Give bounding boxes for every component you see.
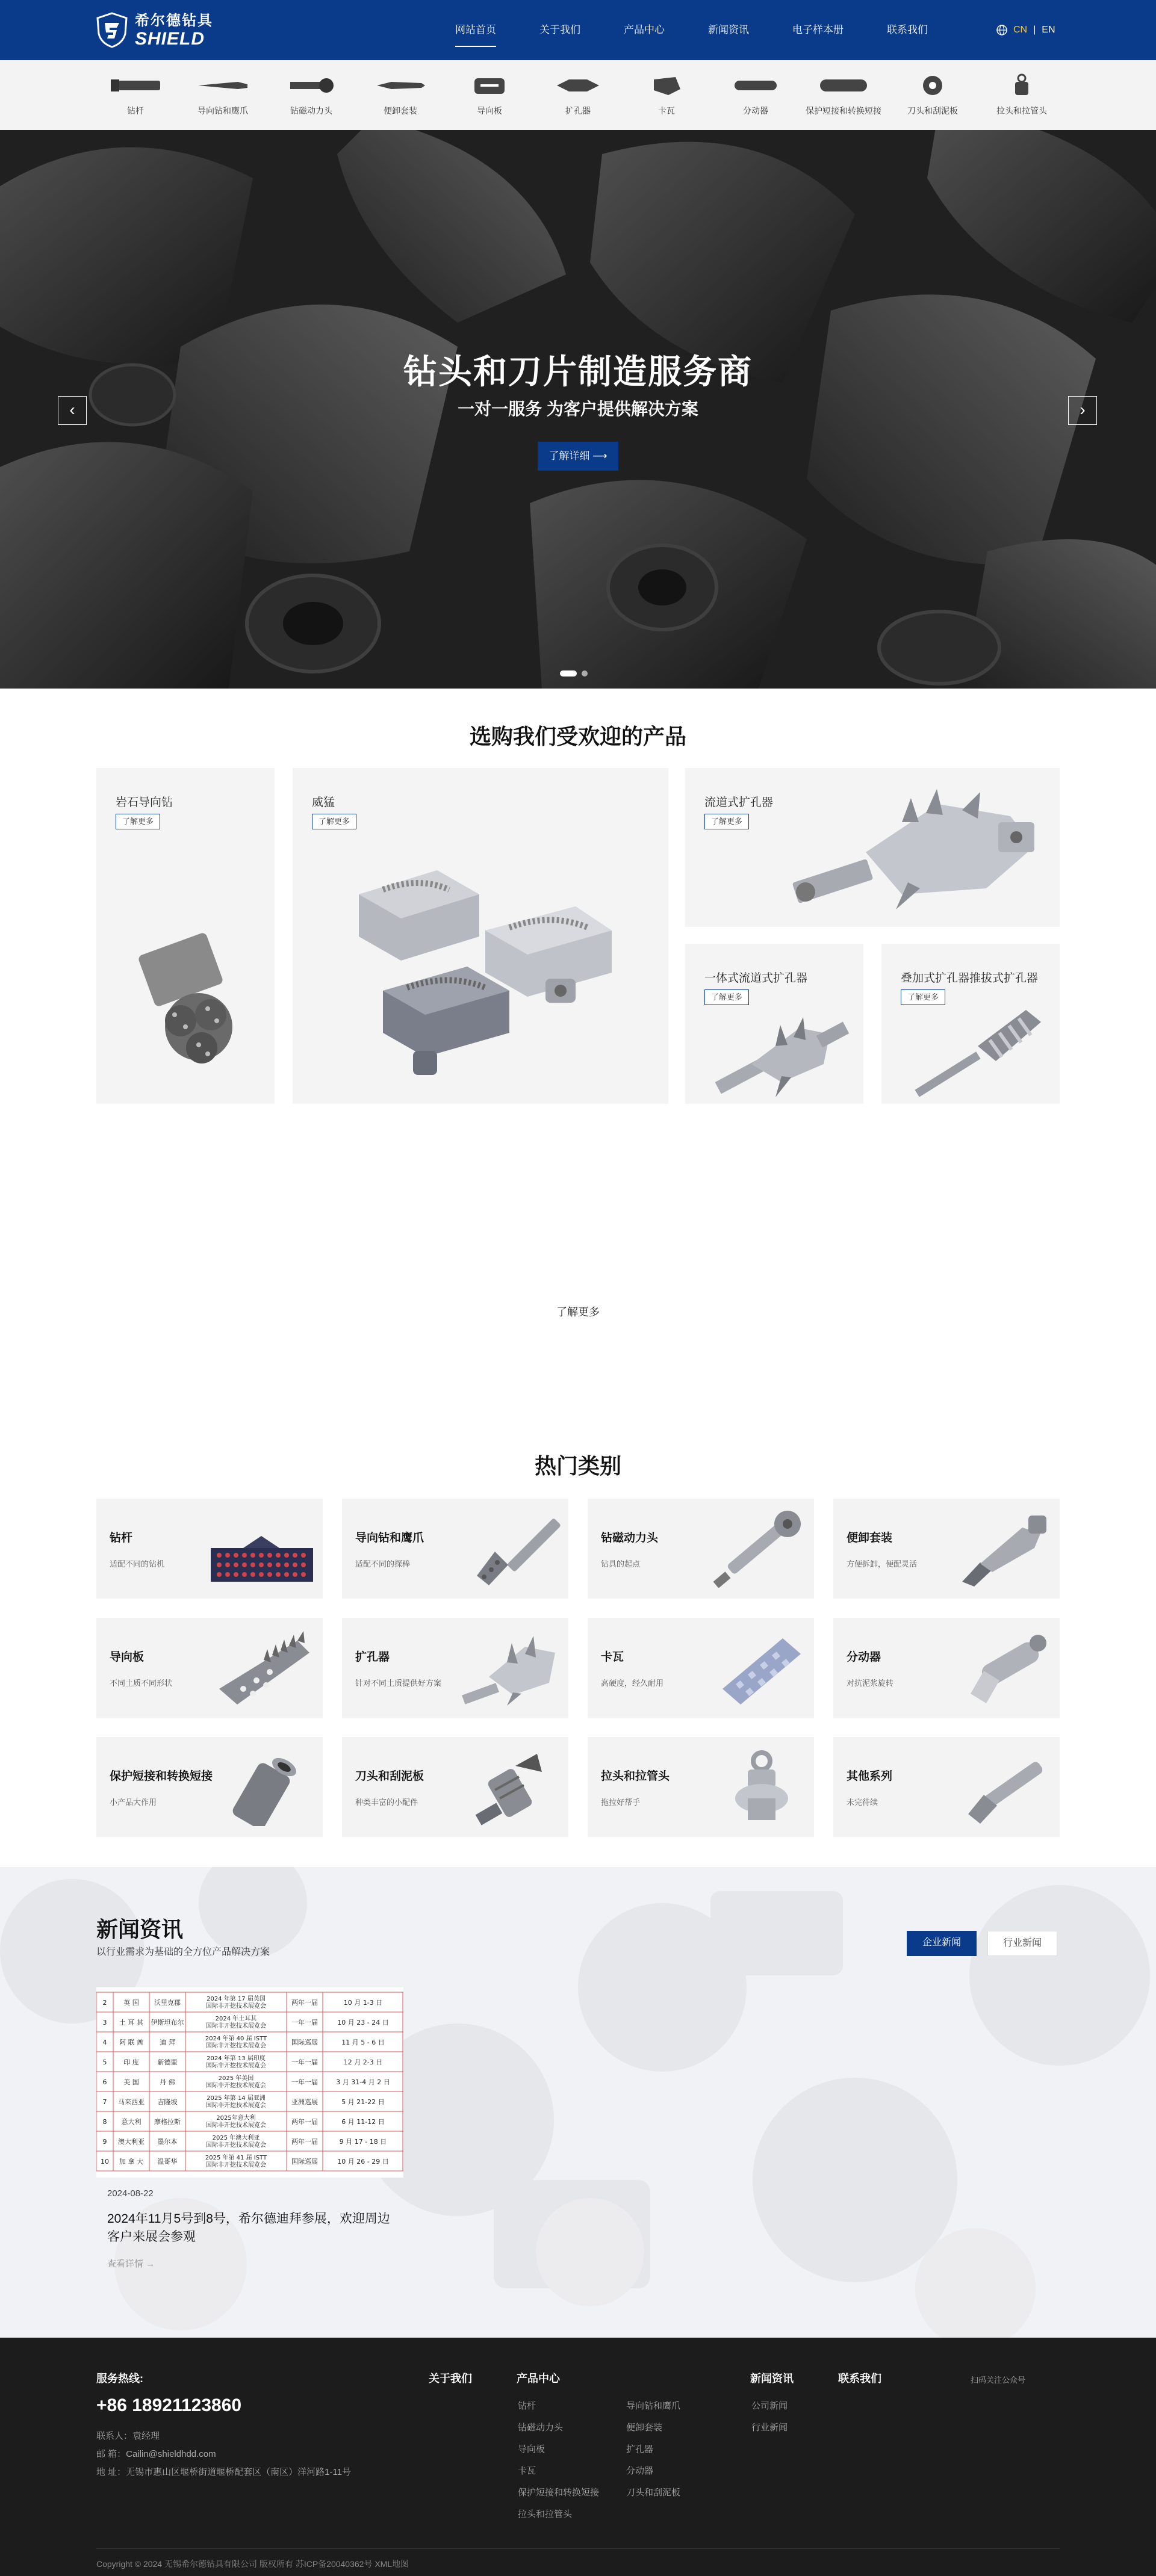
cat-drill-pipe[interactable] [90, 60, 181, 130]
footer-contact-person: 联系人：袁经理 [96, 2431, 160, 2441]
hot-desc: 适配不同的钻机 [110, 1559, 165, 1568]
table-cell-text: 意大利 [121, 2118, 141, 2126]
exhibition-table-image [96, 1987, 403, 2178]
cat-label: 分动器 [743, 106, 768, 116]
other-tool-image [962, 1748, 1052, 1826]
footer-product-link[interactable]: 保护短接和转换短接 [518, 2488, 600, 2498]
carousel-dots [560, 670, 588, 677]
hot-desc: 拖拉好帮手 [601, 1798, 641, 1807]
product-title: 岩石导向钻 [116, 796, 173, 809]
table-cell-text: 国际非开挖技术展览会 [206, 2122, 266, 2129]
cat-label: 钻杆 [127, 106, 144, 116]
sub-saver-icon [816, 73, 871, 98]
cat-cutter[interactable] [887, 60, 978, 130]
footer-address: 地 址：无锡市惠山区堰桥街道堰桥配套区（南区）洋河路1-11号 [96, 2467, 352, 2477]
site-header [0, 0, 1156, 60]
table-cell-text: 两年一届 [291, 2138, 318, 2146]
carousel-dot[interactable] [582, 670, 588, 677]
table-cell-text: 澳大利亚 [118, 2138, 144, 2146]
footer-news-link[interactable]: 公司新闻 [751, 2401, 788, 2411]
footer-copyright: Copyright © 2024 无锡希尔德钻具有限公司 版权所有 苏ICP备20040362号 XML地图 [96, 2559, 409, 2569]
table-cell-text: 国际非开挖技术展览会 [206, 2082, 266, 2089]
guide-plate-icon [462, 73, 517, 98]
table-cell-text: 土 耳 其 [119, 2019, 143, 2026]
cutter-icon [906, 73, 960, 98]
table-cell-text: 美 国 [123, 2078, 139, 2086]
cat-label: 刀头和刮泥板 [907, 106, 958, 116]
rock-bit-image [108, 930, 265, 1087]
table-cell-text: 沃里克郡 [154, 1999, 181, 2007]
footer-product-link[interactable]: 便卸套装 [626, 2423, 663, 2433]
hot-card-slip[interactable] [588, 1618, 814, 1718]
cat-label: 卡瓦 [658, 106, 675, 116]
product-card-rock-bit[interactable] [96, 768, 275, 1104]
table-cell-text: 5 [102, 2058, 107, 2066]
table-cell-text: 丹 佛 [160, 2078, 175, 2086]
hot-desc: 钻具的起点 [601, 1559, 641, 1568]
learn-more-button[interactable]: 了解更多 [312, 814, 356, 829]
cat-pilot-bit[interactable] [178, 60, 268, 130]
hot-title: 其他系列 [847, 1770, 893, 1783]
slip-plate-image [716, 1629, 807, 1707]
footer-phone[interactable]: +86 18921123860 [96, 2395, 242, 2415]
table-cell-text: 温哥华 [157, 2158, 178, 2166]
quick-release-icon [373, 73, 427, 98]
hot-desc: 不同土质不同形状 [110, 1679, 173, 1688]
footer-product-link[interactable]: 钻杆 [518, 2401, 536, 2411]
guide-plate-image [213, 1629, 315, 1707]
table-cell-text: 迪 拜 [160, 2039, 175, 2046]
hot-card-sub-saver[interactable] [96, 1737, 323, 1837]
popular-section-title: 选购我们受欢迎的产品 [469, 724, 686, 749]
nav-catalog[interactable]: 电子样本册 [792, 24, 844, 36]
hot-desc: 种类丰富的小配件 [355, 1798, 418, 1807]
table-cell-text: 10 月 26 - 29 日 [337, 2158, 389, 2166]
reamer-image [459, 1629, 561, 1707]
footer-products-title[interactable]: 产品中心 [517, 2373, 560, 2385]
footer-hotline-title: 服务热线: [96, 2373, 143, 2385]
hot-desc: 对抗泥浆旋转 [847, 1679, 894, 1688]
table-cell-text: 2024 年土耳其 [215, 2016, 257, 2022]
cat-label: 导向钻和鹰爪 [197, 106, 248, 116]
logo-cn-text: 希尔德钻具 [135, 13, 213, 29]
product-card-integrated-reamer[interactable] [685, 944, 863, 1104]
cat-quick-release[interactable] [355, 60, 446, 130]
table-cell-text: 国际巡展 [291, 2158, 318, 2166]
news-section-title: 新闻资讯 [96, 1917, 184, 1942]
table-cell-text: 2025 年第 41 届 ISTT [205, 2155, 267, 2161]
table-cell-text: 3 [102, 2019, 107, 2026]
cat-label: 便卸套装 [384, 106, 417, 116]
footer-about-title[interactable]: 关于我们 [429, 2373, 472, 2385]
hero-banner [0, 130, 1156, 689]
hot-title: 保护短接和转换短接 [110, 1770, 213, 1783]
drill-pipe-stack-image [207, 1509, 315, 1588]
table-cell-text: 2 [102, 1999, 107, 2007]
power-head-image [710, 1509, 807, 1588]
nav-about[interactable]: 关于我们 [539, 24, 580, 36]
hot-card-reamer[interactable] [342, 1618, 568, 1718]
hot-card-swivel[interactable] [833, 1618, 1060, 1718]
footer-divider [96, 2548, 1060, 2549]
product-title: 流道式扩孔器 [704, 796, 774, 809]
hot-title: 钻杆 [110, 1532, 133, 1544]
footer-news-title[interactable]: 新闻资讯 [750, 2373, 794, 2385]
slip-icon [639, 73, 694, 98]
footer-news-link[interactable]: 行业新闻 [751, 2423, 788, 2433]
table-cell-text: 国际巡展 [291, 2039, 318, 2046]
swivel-image [962, 1629, 1052, 1707]
news-thumbnail[interactable] [96, 1987, 403, 2178]
hot-desc: 方便拆卸，便配灵活 [847, 1559, 918, 1568]
table-cell-text: 12 月 2-3 日 [343, 2058, 383, 2066]
cat-swivel[interactable] [710, 60, 801, 130]
learn-more-button[interactable]: 了解更多 [116, 814, 160, 829]
product-title: 威猛 [312, 796, 335, 809]
table-cell-text: 一年一届 [291, 2058, 318, 2066]
carousel-dot-active[interactable] [560, 670, 577, 677]
reamer-icon [551, 73, 605, 98]
footer-product-link[interactable]: 刀头和刮泥板 [626, 2488, 681, 2498]
hero-title: 钻头和刀片制造服务商 [403, 353, 753, 391]
hot-card-power-head[interactable] [588, 1499, 814, 1599]
hero-detail-button[interactable]: 了解详细 ⟶ [538, 442, 618, 471]
hot-title: 扩孔器 [355, 1651, 390, 1664]
hot-section-title: 热门类别 [534, 1454, 621, 1478]
table-cell-text: 10 月 1-3 日 [343, 1999, 383, 2007]
hot-title: 卡瓦 [601, 1651, 624, 1664]
swivel-icon [729, 73, 783, 98]
table-cell-text: 一年一届 [291, 2078, 318, 2086]
table-cell-text: 3 月 31-4 月 2 日 [336, 2078, 390, 2086]
cat-slip[interactable] [621, 60, 712, 130]
cat-label: 保护短接和转换短接 [806, 106, 881, 116]
table-cell-text: 加 拿 大 [119, 2158, 143, 2166]
hot-desc: 未完待续 [847, 1798, 878, 1807]
table-cell-text: 2025 年第 14 届亚洲 [207, 2095, 266, 2102]
learn-more-button[interactable]: 了解更多 [704, 989, 749, 1005]
footer-product-link[interactable]: 卡瓦 [518, 2466, 536, 2476]
nav-products[interactable]: 产品中心 [624, 24, 665, 36]
cat-label: 导向板 [477, 106, 502, 116]
table-cell-text: 9 月 17 - 18 日 [339, 2138, 387, 2146]
tab-company-news[interactable]: 企业新闻 [907, 1931, 977, 1956]
stacked-reamer-image [906, 1004, 1050, 1100]
tab-industry-news[interactable]: 行业新闻 [987, 1931, 1057, 1956]
table-cell-text: 亚洲巡展 [291, 2098, 318, 2106]
footer-qr-label: 扫码关注公众号 [971, 2376, 1026, 2385]
news-headline[interactable]: 2024年11月5号到8号，希尔德迪拜参展，欢迎周边客户来展会参观 [107, 2212, 390, 2244]
lang-cn[interactable]: CN [1013, 25, 1028, 35]
shield-logo-icon [96, 12, 128, 48]
cat-label: 拉头和拉管头 [996, 106, 1047, 116]
table-cell-text: 2025年意大利 [216, 2115, 256, 2122]
footer-product-link[interactable]: 导向钻和鹰爪 [626, 2401, 681, 2411]
hot-card-pilot-bit[interactable] [342, 1499, 568, 1599]
pulling-head-image [716, 1748, 807, 1826]
table-cell-text: 英 国 [123, 1999, 139, 2007]
table-cell-text: 阿 联 酋 [119, 2039, 143, 2046]
language-switcher [996, 23, 1055, 37]
hot-card-others[interactable] [833, 1737, 1060, 1837]
product-title: 一体式流道式扩孔器 [704, 972, 808, 985]
footer-product-link[interactable]: 钻磁动力头 [518, 2423, 564, 2433]
table-cell-text: 2024 年第 40 届 ISTT [205, 2036, 267, 2042]
globe-icon [996, 25, 1007, 36]
table-cell-text: 印 度 [123, 2058, 139, 2066]
hot-desc: 针对不同土质提供好方案 [355, 1679, 442, 1688]
cat-pulling-head[interactable] [977, 60, 1067, 130]
nav-news[interactable]: 新闻资讯 [708, 24, 749, 36]
footer-product-link[interactable]: 分动器 [626, 2466, 654, 2476]
chevron-left-icon[interactable]: ‹ [58, 396, 87, 425]
news-more-link[interactable]: 查看详情 → [107, 2259, 155, 2269]
cat-reamer[interactable] [533, 60, 623, 130]
hot-desc: 适配不同的探棒 [355, 1559, 411, 1568]
table-cell-text: 摩格拉斯 [154, 2118, 181, 2126]
table-cell-text: 马来西亚 [118, 2098, 144, 2106]
table-cell-text: 墨尔本 [157, 2138, 178, 2146]
table-cell-text: 国际非开挖技术展览会 [206, 2023, 266, 2030]
table-cell-text: 2025 年美国 [218, 2075, 254, 2082]
table-cell-text: 新德里 [157, 2058, 178, 2066]
pilot-bit-icon [196, 73, 250, 98]
hot-card-guide-plate[interactable] [96, 1618, 323, 1718]
table-cell-text: 2024 年第 13 届印度 [207, 2055, 266, 2062]
cat-label: 扩孔器 [565, 106, 591, 116]
logo-en-text: SHIELD [135, 29, 205, 49]
product-card-stacked-reamer[interactable] [881, 944, 1060, 1104]
table-cell-text: 2024 年第 17 届英国 [207, 1996, 266, 2002]
table-cell-text: 2025 年澳大利亚 [212, 2135, 260, 2141]
table-cell-text: 国际非开挖技术展览会 [206, 2043, 266, 2049]
hot-desc: 小产品大作用 [110, 1798, 157, 1807]
cat-label: 钻磁动力头 [290, 106, 332, 116]
site-logo[interactable] [96, 10, 217, 51]
nav-contact[interactable]: 联系我们 [887, 24, 928, 36]
hot-card-cutter[interactable] [342, 1737, 568, 1837]
table-cell-text: 国际非开挖技术展览会 [206, 2003, 266, 2010]
table-cell-text: 6 [102, 2078, 107, 2086]
hot-card-quick-release[interactable] [833, 1499, 1060, 1599]
power-head-icon [284, 73, 338, 98]
chevron-right-icon[interactable]: › [1068, 396, 1097, 425]
footer-contact-title[interactable]: 联系我们 [838, 2373, 881, 2385]
hero-subtitle: 一对一服务 为客户提供解决方案 [458, 400, 698, 418]
table-cell-text: 吉隆坡 [157, 2098, 178, 2106]
main-nav [434, 0, 949, 60]
lang-separator: | [1033, 25, 1036, 35]
learn-more-button[interactable]: 了解更多 [901, 989, 945, 1005]
product-card-weimeng[interactable] [293, 768, 668, 1104]
table-cell-text: 6 月 11-12 日 [341, 2118, 385, 2126]
hot-title: 导向板 [110, 1651, 144, 1664]
table-cell-text: 国际非开挖技术展览会 [206, 2162, 266, 2169]
hot-title: 钻磁动力头 [601, 1532, 659, 1544]
drill-pipe-icon [108, 73, 163, 98]
popular-more-link[interactable]: 了解更多 [556, 1306, 600, 1318]
footer-product-link[interactable]: 拉头和拉管头 [518, 2509, 573, 2519]
cat-power-head[interactable] [266, 60, 356, 130]
cat-sub-saver[interactable] [798, 60, 889, 130]
pilot-bit-image [465, 1509, 561, 1588]
table-cell-text: 5 月 21-22 日 [341, 2098, 385, 2106]
hot-card-drill-pipe[interactable] [96, 1499, 323, 1599]
hot-title: 拉头和拉管头 [601, 1770, 670, 1783]
table-cell-text: 10 [101, 2158, 109, 2166]
hot-title: 导向钻和鹰爪 [355, 1532, 424, 1544]
site-footer [0, 2338, 1156, 2576]
quick-release-image [956, 1509, 1052, 1588]
nav-home[interactable]: 网站首页 [434, 0, 518, 60]
hot-title: 便卸套装 [847, 1532, 893, 1544]
cat-guide-plate[interactable] [444, 60, 535, 130]
footer-product-link[interactable]: 导向板 [518, 2444, 545, 2454]
integrated-reamer-image [709, 1010, 854, 1100]
news-section-subtitle: 以行业需求为基础的全方位产品解决方案 [96, 1947, 270, 1957]
table-cell-text: 10 月 23 - 24 日 [337, 2019, 389, 2026]
cutter-tooth-image [471, 1748, 561, 1826]
table-cell-text: 9 [102, 2138, 107, 2146]
table-cell-text: 8 [102, 2118, 107, 2126]
table-cell-text: 伊斯坦布尔 [151, 2019, 184, 2026]
table-cell-text: 一年一届 [291, 2019, 318, 2026]
footer-product-link[interactable]: 扩孔器 [626, 2444, 654, 2454]
hot-desc: 高硬度，经久耐用 [601, 1679, 664, 1688]
learn-more-button[interactable]: 了解更多 [704, 814, 749, 829]
sub-saver-image [225, 1748, 315, 1826]
pulling-head-icon [995, 73, 1049, 98]
table-cell-text: 国际非开挖技术展览会 [206, 2102, 266, 2109]
category-strip [0, 60, 1156, 130]
hot-title: 刀头和刮泥板 [355, 1770, 424, 1783]
table-cell-text: 国际非开挖技术展览会 [206, 2063, 266, 2069]
flow-reamer-image [782, 780, 1046, 918]
table-cell-text: 11 月 5 - 6 日 [341, 2039, 385, 2046]
product-title: 叠加式扩孔器推拔式扩孔器 [901, 972, 1039, 985]
weimeng-slip-image [347, 858, 624, 1087]
hot-title: 分动器 [847, 1651, 881, 1664]
table-cell-text: 两年一届 [291, 2118, 318, 2126]
footer-email[interactable]: 邮 箱：Cailin@shieldhdd.com [96, 2449, 216, 2459]
table-cell-text: 4 [102, 2039, 107, 2046]
news-date: 2024-08-22 [107, 2188, 154, 2199]
table-cell-text: 两年一届 [291, 1999, 318, 2007]
product-card-flow-reamer[interactable] [685, 768, 1060, 927]
table-cell-text: 7 [102, 2098, 107, 2106]
lang-en[interactable]: EN [1042, 25, 1055, 35]
hot-card-pulling-head[interactable] [588, 1737, 814, 1837]
table-cell-text: 国际非开挖技术展览会 [206, 2142, 266, 2149]
news-section [0, 1867, 1156, 2338]
